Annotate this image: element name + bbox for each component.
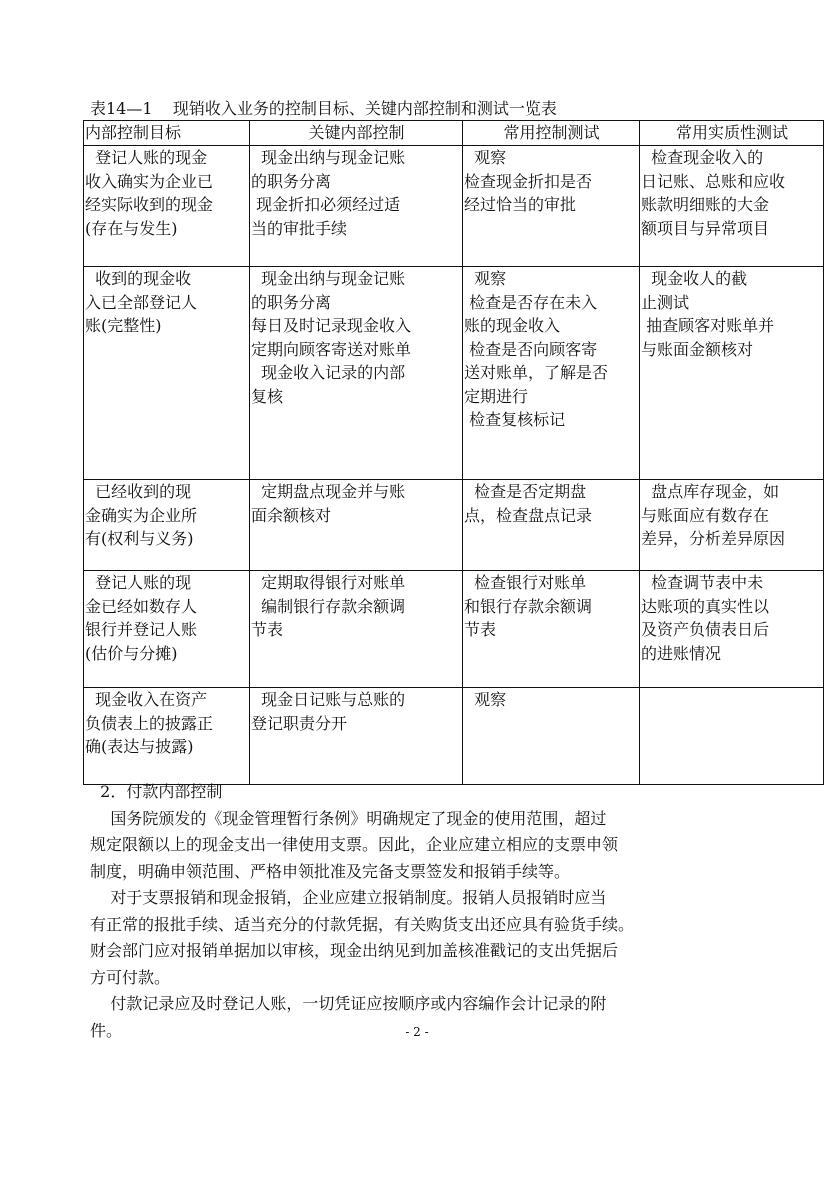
key-control-cell	[250, 571, 463, 688]
cell-line: 金确实为企业所	[85, 505, 198, 525]
cell-line: 定期进行	[464, 386, 529, 406]
objective-cell	[84, 480, 250, 571]
payment-control-section	[90, 779, 738, 1044]
cell-line: 现金日记账与总账的	[251, 690, 406, 709]
cell-line: 及资产负债表日后	[641, 620, 770, 639]
cell-line: 和银行存款余额调	[464, 596, 593, 616]
cell-line: 送对账单，了解是否	[464, 363, 609, 382]
control-test-cell	[463, 267, 640, 480]
cell-line: 抽查顾客对账单并	[641, 316, 775, 335]
cell-line: 现金出纳与现金记账	[251, 269, 406, 288]
objective-cell	[84, 267, 250, 480]
cell-line: 复核	[251, 386, 284, 406]
cell-line: 登记人账的现	[85, 573, 192, 592]
cell-line: 金已经如数存人	[85, 596, 198, 616]
cell-line: 当的审批手续	[251, 218, 348, 238]
cell-line: 检查是否存在未入	[464, 292, 598, 312]
cell-line: 现金出纳与现金记账	[251, 148, 406, 167]
cell-line: 现金折扣必须经过适	[251, 195, 401, 214]
cell-line: 点，检查盘点记录	[464, 505, 593, 525]
paragraph-line: 有正常的报批手续、适当充分的付款凭据，有关购货支出还应具有验货手续。	[90, 914, 635, 934]
cell-line: 现金收人的截	[641, 269, 748, 288]
cell-line: 止测试	[641, 292, 690, 312]
substantive-test-cell	[640, 267, 824, 480]
control-test-cell	[463, 688, 640, 785]
cell-line: 现金收入在资产	[85, 690, 208, 709]
cell-line: 的职务分离	[251, 171, 332, 191]
cell-line: 定期向顾客寄送对账单	[251, 339, 412, 359]
substantive-test-cell	[640, 480, 824, 571]
cell-line: 检查是否向顾客寄	[464, 339, 598, 359]
cell-line: 的职务分离	[251, 292, 332, 312]
cell-line: 额项目与异常项目	[641, 218, 770, 238]
substantive-test-cell	[640, 688, 824, 785]
control-table	[83, 120, 824, 785]
cell-line: 观察	[464, 269, 507, 288]
table-row	[84, 267, 824, 480]
cell-line: 节表	[464, 620, 497, 639]
cell-line: 检查复核标记	[464, 410, 566, 429]
table-caption: 表14—1 现销收入业务的控制目标、关键内部控制和测试一览表	[90, 99, 557, 118]
cell-line: 账款明细账的大金	[641, 195, 770, 214]
cell-line: 已经收到的现	[85, 482, 192, 501]
table-row	[84, 480, 824, 571]
table-row	[84, 146, 824, 267]
cell-line: 检查银行对账单	[464, 573, 587, 592]
table-header-row	[84, 121, 824, 146]
header-control-objective: 内部控制目标	[84, 121, 250, 146]
cell-line: 与账面应有数存在	[641, 505, 770, 525]
cell-line: 与账面金额核对	[641, 339, 754, 359]
table-row	[84, 571, 824, 688]
cell-line: 有(权利与义务)	[85, 529, 194, 548]
cell-line: 差异，分析差异原因	[641, 529, 786, 548]
cell-line: 面余额核对	[251, 505, 332, 525]
key-control-cell	[250, 480, 463, 571]
cell-line: 检查现金折扣是否	[464, 171, 593, 191]
cell-line: 检查是否定期盘	[464, 482, 587, 501]
substantive-test-cell	[640, 146, 824, 267]
cell-line: (存在与发生)	[85, 218, 178, 238]
cell-line: 每日及时记录现金收入	[251, 316, 412, 335]
section-heading: 2．付款内部控制	[90, 782, 223, 801]
objective-cell	[84, 571, 250, 688]
cell-line: 盘点库存现金，如	[641, 482, 780, 501]
cell-line: 经过恰当的审批	[464, 195, 577, 214]
key-control-cell	[250, 146, 463, 267]
cell-line: 节表	[251, 620, 284, 639]
cell-line: 确(表达与披露)	[85, 737, 194, 756]
page-number: - 2 -	[405, 1025, 429, 1039]
cell-line: 登记职责分开	[251, 713, 348, 733]
paragraph-line: 件。	[90, 1020, 123, 1040]
cell-line: 的进账情况	[641, 643, 722, 663]
cell-line: 经实际收到的现金	[85, 195, 214, 214]
paragraph-line: 国务院颁发的《现金管理暂行条例》明确规定了现金的使用范围，超过	[90, 808, 607, 828]
paragraph-line: 对于支票报销和现金报销，企业应建立报销制度。报销人员报销时应当	[90, 888, 607, 907]
header-control-test: 常用控制测试	[463, 121, 640, 146]
control-test-cell	[463, 571, 640, 688]
paragraph-line: 规定限额以上的现金支出一律使用支票。因此，企业应建立相应的支票申领	[90, 835, 619, 854]
header-substantive-test: 常用实质性测试	[640, 121, 824, 146]
table-row	[84, 688, 824, 785]
paragraph-line: 制度，明确申领范围、严格申领批准及完备支票签发和报销手续等。	[90, 861, 571, 881]
cell-line: 检查现金收入的	[641, 148, 764, 167]
body-paragraph	[90, 806, 738, 886]
control-test-cell	[463, 146, 640, 267]
cell-line: 入已全部登记人	[85, 292, 198, 312]
cell-line: 账(完整性)	[85, 316, 162, 335]
cell-line: 观察	[464, 148, 507, 167]
cell-line: 观察	[464, 690, 507, 709]
cell-line: 检查调节表中未	[641, 573, 764, 592]
cell-line: 编制银行存款余额调	[251, 596, 406, 616]
cell-line: 日记账、总账和应收	[641, 171, 786, 191]
cell-line: 现金收入记录的内部	[251, 363, 406, 382]
substantive-test-cell	[640, 571, 824, 688]
cell-line: 定期取得银行对账单	[251, 573, 406, 592]
control-test-cell	[463, 480, 640, 571]
cell-line: 收到的现金收	[85, 269, 192, 288]
key-control-cell	[250, 688, 463, 785]
objective-cell	[84, 146, 250, 267]
cell-line: 达账项的真实性以	[641, 596, 770, 616]
cell-line: 负债表上的披露正	[85, 713, 214, 733]
header-key-internal-control: 关键内部控制	[250, 121, 463, 146]
cell-line: 收入确实为企业已	[85, 171, 214, 191]
body-paragraph	[90, 885, 738, 991]
objective-cell	[84, 688, 250, 785]
paragraph-line: 方可付款。	[90, 967, 171, 987]
cell-line: (估价与分摊)	[85, 643, 178, 663]
paragraph-line: 财会部门应对报销单据加以审核，现金出纳见到加盖核准戳记的支出凭据后	[90, 941, 619, 960]
cell-line: 登记人账的现金	[85, 148, 208, 167]
key-control-cell	[250, 267, 463, 480]
cell-line: 银行并登记人账	[85, 620, 198, 639]
cell-line: 定期盘点现金并与账	[251, 482, 406, 501]
paragraph-line: 付款记录应及时登记人账，一切凭证应按顺序或内容编作会计记录的附	[90, 994, 607, 1013]
cell-line: 账的现金收入	[464, 316, 561, 335]
